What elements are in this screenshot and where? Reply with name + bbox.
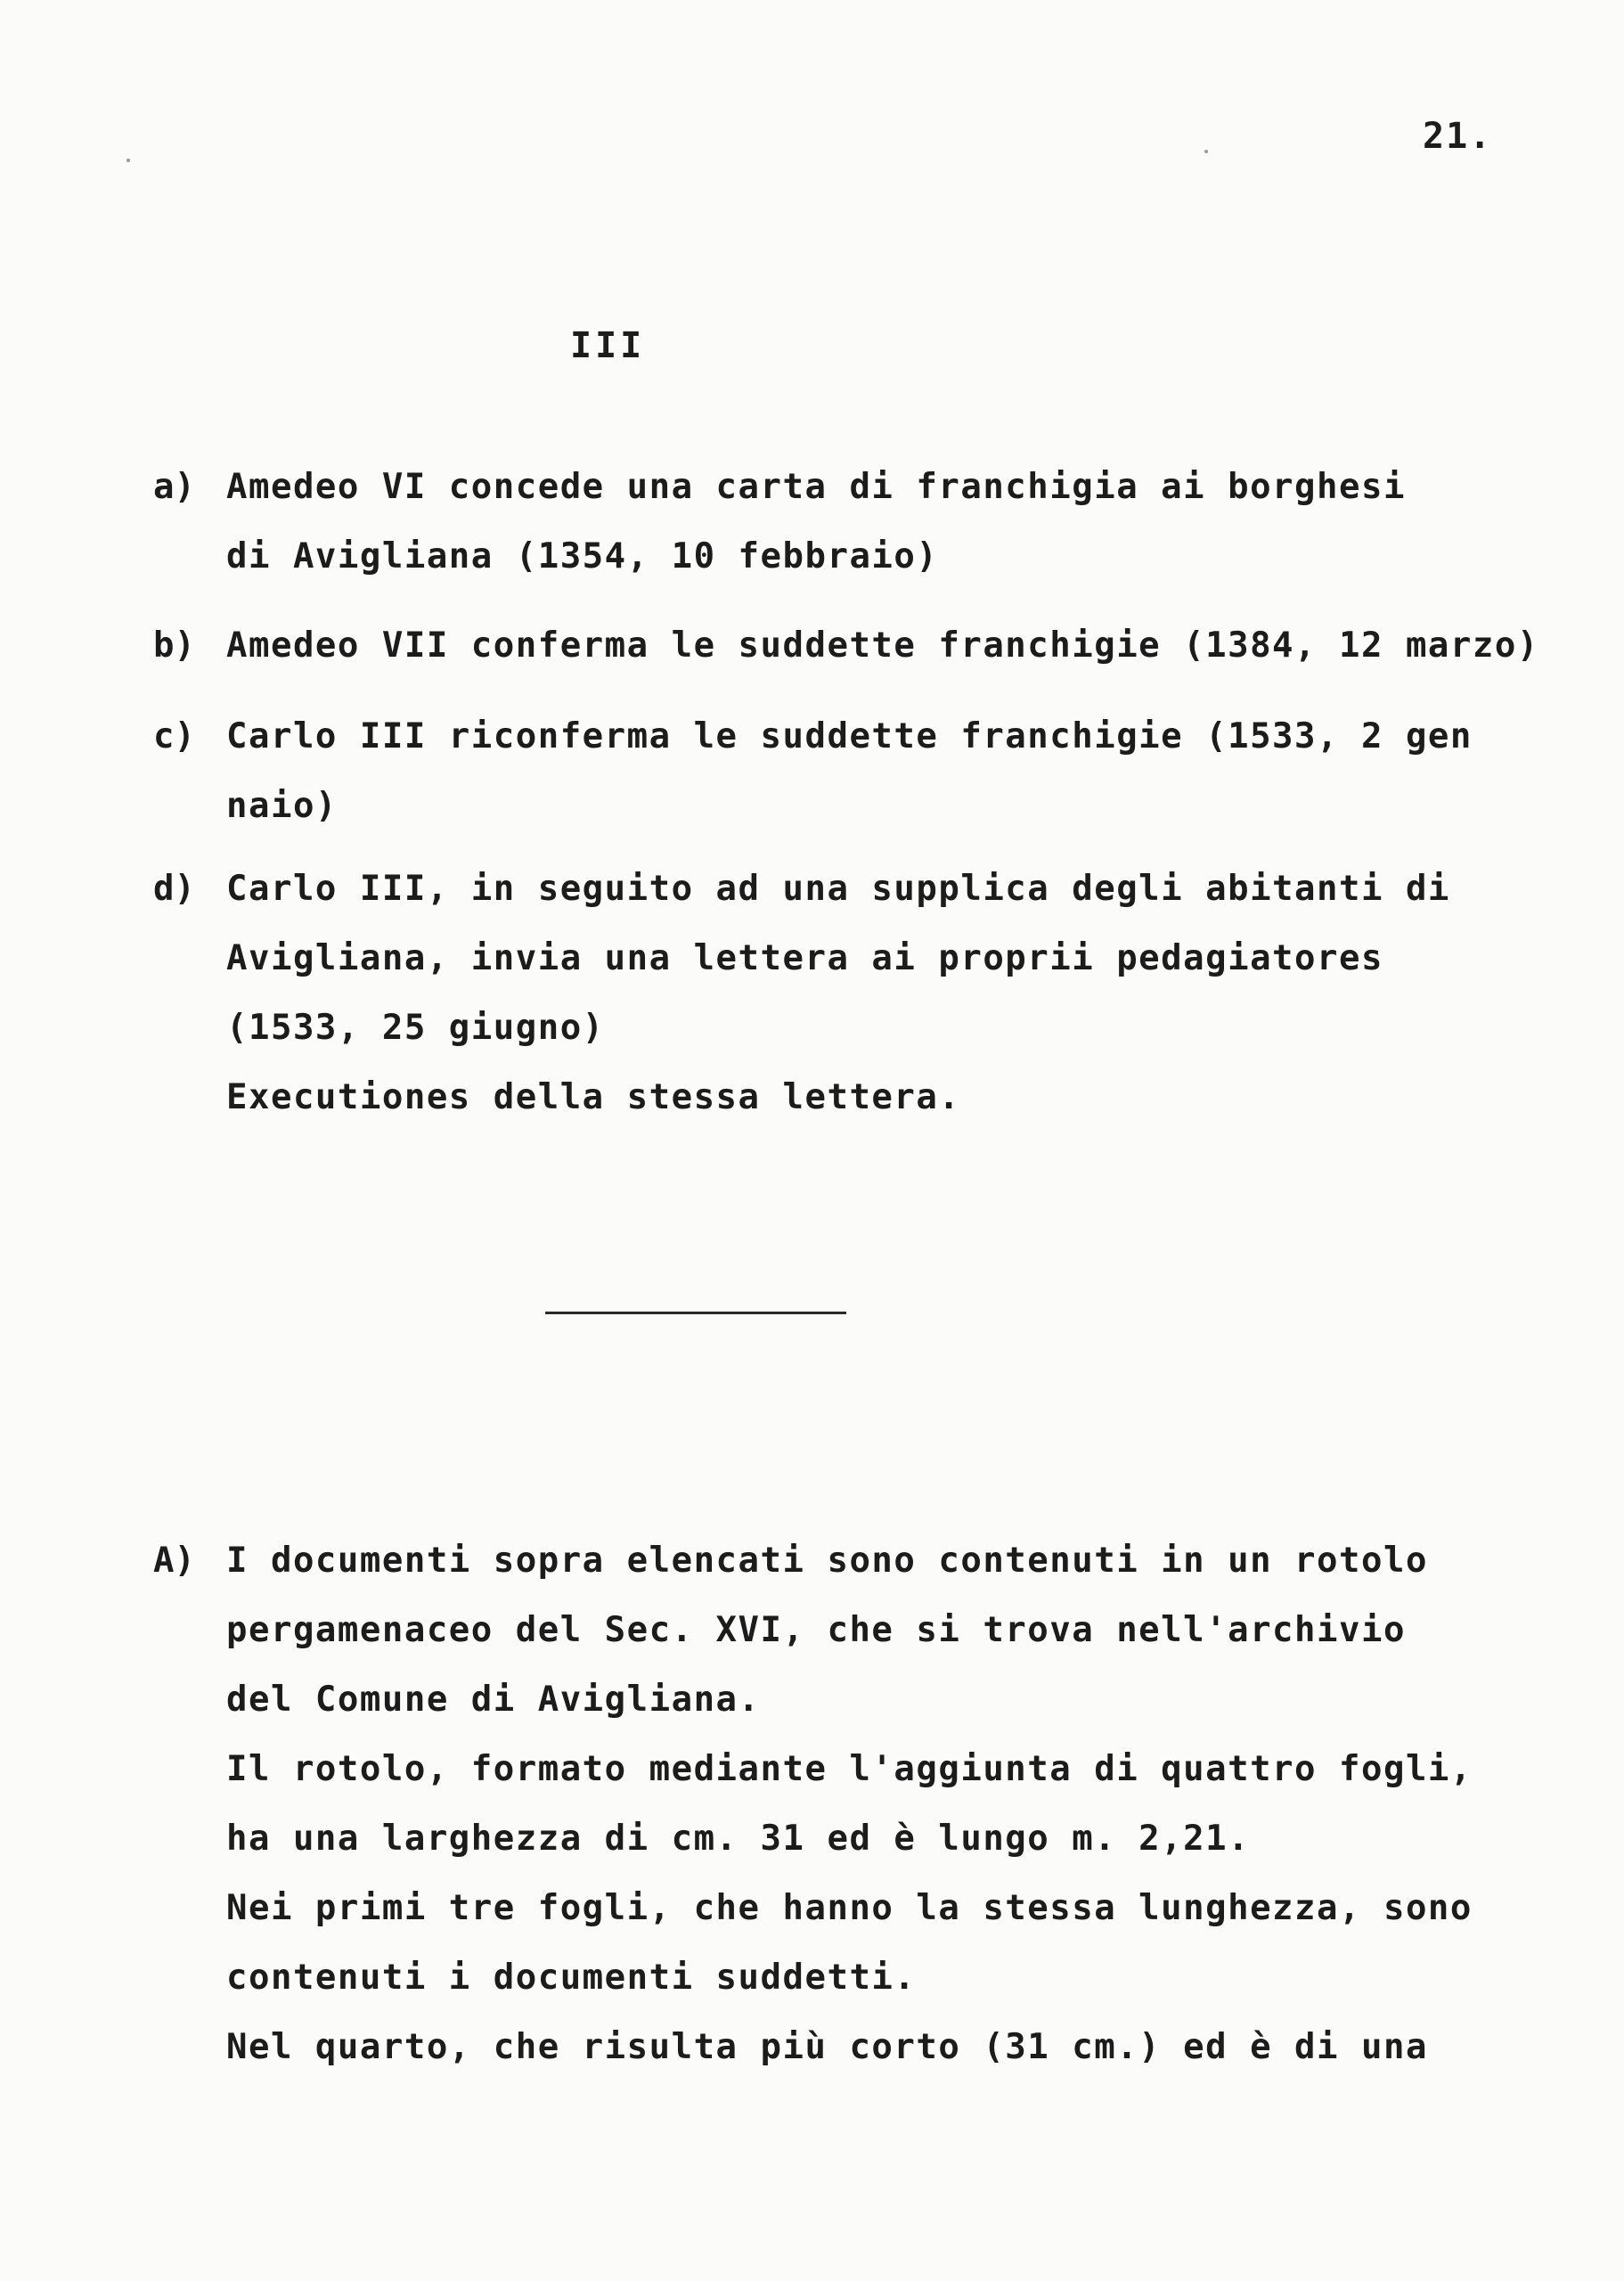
page-number: 21.	[1423, 116, 1493, 157]
list-item-text	[226, 702, 1473, 841]
scan-speck	[1204, 150, 1208, 153]
text-line: Amedeo VI concede una carta di franchigia ai borghesi	[226, 467, 1406, 507]
list-item-text	[226, 453, 1406, 592]
text-line: di Avigliana (1354, 10 febbraio)	[226, 536, 939, 576]
text-line: Carlo III, in seguito ad una supplica degli abitanti di	[226, 869, 1450, 909]
section-divider	[545, 1312, 846, 1314]
text-line: (1533, 25 giugno)	[226, 1008, 605, 1048]
list-marker: d)	[153, 869, 195, 909]
list-marker: a)	[153, 467, 195, 507]
text-line: contenuti i documenti suddetti.	[226, 1958, 917, 1998]
text-line: naio)	[226, 786, 338, 826]
text-line: del Comune di Avigliana.	[226, 1680, 761, 1720]
text-line: Amedeo VII conferma le suddette franchigie (1384, 12 marzo)	[226, 625, 1539, 666]
text-line: Executiones della stessa lettera.	[226, 1077, 961, 1117]
text-line: Nei primi tre fogli, che hanno la stessa lunghezza, sono	[226, 1888, 1473, 1928]
note-text	[226, 1526, 1473, 2082]
list-item-text	[226, 854, 1450, 1132]
section-title: III	[570, 325, 646, 366]
list-item-text	[226, 611, 1539, 681]
scan-speck	[126, 159, 130, 162]
text-line: Il rotolo, formato mediante l'aggiunta di quattro fogli,	[226, 1749, 1473, 1789]
text-line: Carlo III riconferma le suddette franchigie (1533, 2 gen	[226, 716, 1473, 756]
list-marker: b)	[153, 625, 195, 666]
text-line: pergamenaceo del Sec. XVI, che si trova nell'archivio	[226, 1610, 1406, 1650]
text-line: Avigliana, invia una lettera ai proprii pedagiatores	[226, 938, 1383, 978]
text-line: ha una larghezza di cm. 31 ed è lungo m. 2,21.	[226, 1819, 1251, 1859]
list-marker: c)	[153, 716, 195, 756]
text-line: I documenti sopra elencati sono contenuti in un rotolo	[226, 1541, 1428, 1581]
note-marker: A)	[153, 1541, 195, 1581]
text-line: Nel quarto, che risulta più corto (31 cm.) ed è di una	[226, 2027, 1428, 2067]
